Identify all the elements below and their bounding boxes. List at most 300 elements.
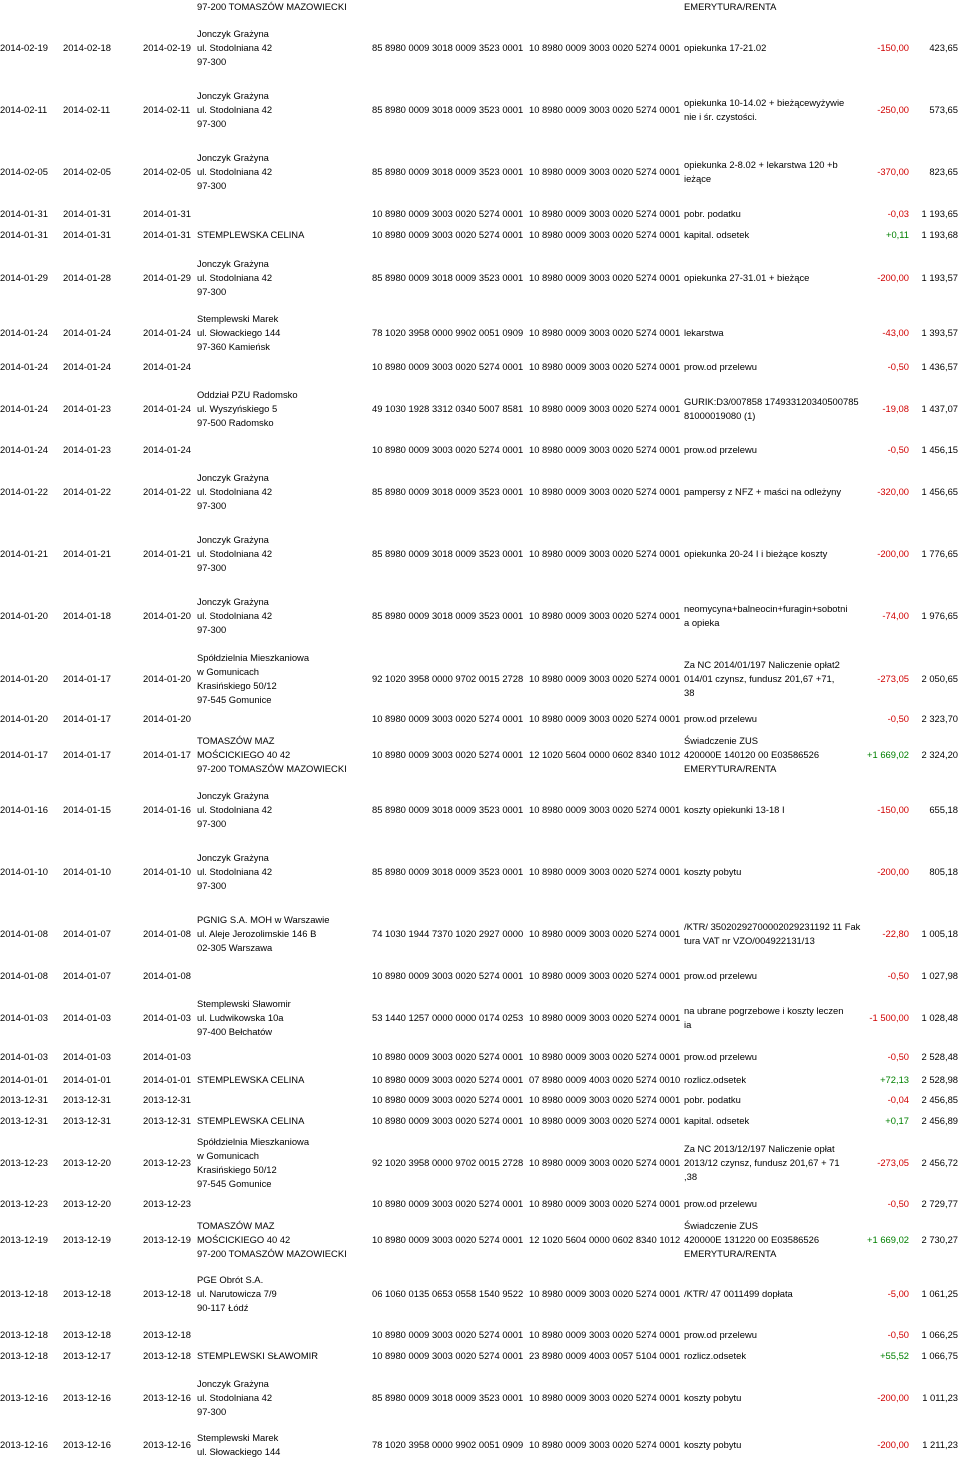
value-date: 2014-01-24: [143, 327, 191, 338]
balance: 1 193,57: [921, 272, 958, 283]
recipient-account: 23 8980 0009 4003 0057 5104 0001: [529, 1350, 681, 1361]
party-line: Stemplewski Marek: [197, 1432, 279, 1444]
description-line: tura VAT nr VZO/004922131/13: [684, 934, 815, 946]
operation-date: 2014-01-21: [0, 548, 48, 559]
amount: -0,50: [887, 970, 909, 981]
value-date: 2013-12-18: [143, 1329, 191, 1340]
party-line: Jonczyk Grażyna: [197, 1378, 269, 1390]
party-line: ul. Stodolniana 42: [197, 486, 273, 497]
value-date: 2014-01-24: [143, 403, 191, 414]
description-line: prow.od przelewu: [684, 444, 757, 455]
balance: 1 005,18: [921, 928, 958, 939]
sender-account: 74 1030 1944 7370 1020 2927 0000: [372, 928, 524, 939]
amount: -200,00: [877, 548, 909, 559]
description-line: prow.od przelewu: [684, 970, 757, 981]
operation-date: 2014-01-22: [0, 486, 48, 497]
value-date: 2013-12-18: [143, 1288, 191, 1299]
party-line: 97-200 TOMASZÓW MAZOWIECKI: [197, 1247, 347, 1259]
operation-date: 2014-01-01: [0, 1074, 48, 1085]
sender-account: 85 8980 0009 3018 0009 3523 0001: [372, 1392, 524, 1403]
recipient-account: 10 8980 0009 3003 0020 5274 0001: [529, 673, 681, 684]
balance: 1 393,57: [921, 327, 958, 338]
operation-date: 2013-12-31: [0, 1115, 48, 1126]
order-date: 2014-01-21: [63, 548, 111, 559]
amount: -250,00: [877, 104, 909, 115]
party-line: 97-360 Kamieńsk: [197, 340, 270, 352]
description-line: a opieka: [684, 616, 720, 628]
operation-date: 2014-01-24: [0, 327, 48, 338]
balance: 1 776,65: [921, 548, 958, 559]
party-line: ul. Stodolniana 42: [197, 804, 273, 815]
order-date: 2014-01-03: [63, 1051, 111, 1062]
description-line: kapital. odsetek: [684, 229, 750, 240]
operation-date: 2013-12-23: [0, 1198, 48, 1209]
party-line: w Gomunicach: [197, 1150, 260, 1162]
description-line: EMERYTURA/RENTA: [684, 1247, 777, 1259]
party-line: STEMPLEWSKI SŁAWOMIR: [197, 1350, 319, 1361]
description-line: prow.od przelewu: [684, 1051, 757, 1062]
party-line: ul. Stodolniana 42: [197, 272, 273, 283]
party-line: Jonczyk Grażyna: [197, 258, 269, 270]
sender-account: 85 8980 0009 3018 0009 3523 0001: [372, 486, 524, 497]
party-line: 97-300: [197, 817, 227, 829]
recipient-account: 12 1020 5604 0000 0602 8340 1012: [529, 1234, 681, 1245]
description-line: koszty pobytu: [684, 1439, 742, 1450]
operation-date: 2014-02-11: [0, 104, 48, 115]
value-date: 2014-01-31: [143, 208, 191, 219]
description-line: GURIK:D3/007858 174933120340500785: [684, 396, 859, 408]
description-line: 420000E 131220 00 E03586526: [684, 1234, 820, 1245]
sender-account: 10 8980 0009 3003 0020 5274 0001: [372, 361, 524, 372]
amount: -150,00: [877, 804, 909, 815]
order-date: 2014-01-15: [63, 804, 111, 815]
sender-account: 85 8980 0009 3018 0009 3523 0001: [372, 104, 524, 115]
party-line: Jonczyk Grażyna: [197, 790, 269, 802]
operation-date: 2013-12-18: [0, 1350, 48, 1361]
recipient-account: 10 8980 0009 3003 0020 5274 0001: [529, 42, 681, 53]
description-line: 81000019080 (1): [684, 409, 756, 421]
order-date: 2014-01-03: [63, 1012, 111, 1023]
recipient-account: 10 8980 0009 3003 0020 5274 0001: [529, 1115, 681, 1126]
recipient-account: 10 8980 0009 3003 0020 5274 0001: [529, 1288, 681, 1299]
party-line: STEMPLEWSKA CELINA: [197, 229, 305, 240]
recipient-account: 12 1020 5604 0000 0602 8340 1012: [529, 749, 681, 760]
description-line: na ubrane pogrzebowe i koszty leczen: [684, 1005, 844, 1017]
recipient-account: 10 8980 0009 3003 0020 5274 0001: [529, 104, 681, 115]
description-line: prow.od przelewu: [684, 713, 757, 724]
sender-account: 85 8980 0009 3018 0009 3523 0001: [372, 804, 524, 815]
amount: -74,00: [882, 610, 909, 621]
value-date: 2014-01-08: [143, 928, 191, 939]
party-line: Jonczyk Grażyna: [197, 28, 269, 40]
value-date: 2013-12-31: [143, 1094, 191, 1105]
description-line: ,38: [684, 1170, 698, 1182]
description-line: opiekunka 20-24 I i bieżące koszty: [684, 548, 828, 559]
party-line: Jonczyk Grażyna: [197, 534, 269, 546]
description-line: Za NC 2013/12/197 Naliczenie opłat: [684, 1143, 835, 1155]
balance: 2 730,27: [921, 1234, 958, 1245]
sender-account: 10 8980 0009 3003 0020 5274 0001: [372, 1074, 524, 1085]
amount: -273,05: [877, 1157, 909, 1168]
order-date: 2014-01-10: [63, 866, 111, 877]
balance: 1 436,57: [921, 361, 958, 372]
balance: 1 976,65: [921, 610, 958, 621]
sender-account: 85 8980 0009 3018 0009 3523 0001: [372, 166, 524, 177]
party-line: ul. Wyszyńskiego 5: [197, 403, 278, 414]
balance: 2 729,77: [921, 1198, 958, 1209]
description-line: rozlicz.odsetek: [684, 1074, 747, 1085]
description-line: opiekunka 10-14.02 + bieżącewyżywie: [684, 97, 845, 109]
amount: +55,52: [880, 1350, 909, 1361]
value-date: 2013-12-16: [143, 1439, 191, 1450]
sender-account: 10 8980 0009 3003 0020 5274 0001: [372, 749, 524, 760]
recipient-account: 10 8980 0009 3003 0020 5274 0001: [529, 1392, 681, 1403]
operation-date: 2014-01-20: [0, 673, 48, 684]
sender-account: 10 8980 0009 3003 0020 5274 0001: [372, 229, 524, 240]
value-date: 2014-01-10: [143, 866, 191, 877]
party-line: 97-545 Gomunice: [197, 1177, 272, 1189]
party-line: 97-400 Bełchatów: [197, 1025, 273, 1037]
operation-date: 2014-02-19: [0, 42, 48, 53]
amount: -0,50: [887, 713, 909, 724]
description-line: /KTR/ 35020292700002029231192 11 Fak: [684, 921, 861, 933]
amount: -0,50: [887, 444, 909, 455]
balance: 2 323,70: [921, 713, 958, 724]
order-date: 2014-01-01: [63, 1074, 111, 1085]
balance: 1 011,23: [922, 1392, 958, 1403]
operation-date: 2014-01-03: [0, 1051, 48, 1062]
value-date: 2014-02-19: [143, 42, 191, 53]
description-line: Świadczenie ZUS: [684, 735, 758, 747]
recipient-account: 10 8980 0009 3003 0020 5274 0001: [529, 1198, 681, 1209]
value-date: 2014-01-20: [143, 673, 191, 684]
recipient-account: 10 8980 0009 3003 0020 5274 0001: [529, 486, 681, 497]
party-line: ul. Stodolniana 42: [197, 42, 273, 53]
balance: 423,65: [929, 42, 958, 53]
value-date: 2014-01-21: [143, 548, 191, 559]
order-date: 2013-12-16: [63, 1439, 111, 1450]
value-date: 2014-01-03: [143, 1051, 191, 1062]
operation-date: 2014-01-24: [0, 444, 48, 455]
balance: 1 027,98: [921, 970, 958, 981]
order-date: 2014-01-31: [63, 208, 111, 219]
amount: -22,80: [882, 928, 909, 939]
description-line: neomycyna+balneocin+furagin+sobotni: [684, 603, 848, 615]
value-date: 2014-01-20: [143, 713, 191, 724]
description-line: pampersy z NFZ + maści na odleżyny: [684, 486, 842, 497]
description-line: ieżące: [684, 172, 712, 184]
value-date: 2014-01-24: [143, 444, 191, 455]
party-line: Jonczyk Grażyna: [197, 90, 269, 102]
amount: -0,04: [887, 1094, 909, 1105]
recipient-account: 10 8980 0009 3003 0020 5274 0001: [529, 1012, 681, 1023]
amount: -43,00: [882, 327, 909, 338]
recipient-account: 10 8980 0009 3003 0020 5274 0001: [529, 1329, 681, 1340]
operation-date: 2013-12-18: [0, 1329, 48, 1340]
value-date: 2013-12-19: [143, 1234, 191, 1245]
party-line: MOŚCICKIEGO 40 42: [197, 1234, 291, 1245]
amount: -5,00: [887, 1288, 909, 1299]
recipient-account: 10 8980 0009 3003 0020 5274 0001: [529, 548, 681, 559]
balance: 2 456,89: [921, 1115, 958, 1126]
balance: 1 211,23: [922, 1439, 958, 1450]
party-line: ul. Narutowicza 7/9: [197, 1288, 277, 1299]
party-line: PGE Obrót S.A.: [197, 1274, 264, 1286]
party-line: ul. Słowackiego 144: [197, 1445, 281, 1457]
order-date: 2014-01-23: [63, 403, 111, 414]
order-date: 2014-02-05: [63, 166, 111, 177]
amount: -0,50: [887, 1198, 909, 1209]
balance: 1 456,65: [921, 486, 958, 497]
recipient-account: 10 8980 0009 3003 0020 5274 0001: [529, 804, 681, 815]
operation-date: 2014-01-20: [0, 610, 48, 621]
sender-account: 92 1020 3958 0000 9702 0015 2728: [372, 1157, 524, 1168]
party-line: Stemplewski Marek: [197, 313, 279, 325]
balance: 2 456,85: [921, 1094, 958, 1105]
operation-date: 2013-12-16: [0, 1392, 48, 1403]
description-line: rozlicz.odsetek: [684, 1350, 747, 1361]
value-date: 2013-12-18: [143, 1350, 191, 1361]
recipient-account: 10 8980 0009 3003 0020 5274 0001: [529, 970, 681, 981]
description-line: prow.od przelewu: [684, 1198, 757, 1209]
party-line: 02-305 Warszawa: [197, 941, 273, 953]
party-line: 97-300: [197, 499, 227, 511]
amount: +1 669,02: [867, 749, 909, 760]
operation-date: 2014-01-31: [0, 208, 48, 219]
operation-date: 2014-01-20: [0, 713, 48, 724]
party-line: ul. Stodolniana 42: [197, 166, 273, 177]
value-date: 2014-02-05: [143, 166, 191, 177]
description-line: Świadczenie ZUS: [684, 1220, 758, 1232]
party-line: ul. Słowackiego 144: [197, 327, 281, 338]
party-line: ul. Stodolniana 42: [197, 104, 273, 115]
value-date: 2014-01-03: [143, 1012, 191, 1023]
description-line: Za NC 2014/01/197 Naliczenie opłat2: [684, 659, 840, 671]
operation-date: 2014-01-16: [0, 804, 48, 815]
sender-account: 10 8980 0009 3003 0020 5274 0001: [372, 444, 524, 455]
description-line: lekarstwa: [684, 327, 724, 338]
balance: 805,18: [929, 866, 958, 877]
balance: 1 193,68: [921, 229, 958, 240]
sender-account: 06 1060 0135 0653 0558 1540 9522: [372, 1288, 524, 1299]
sender-account: 49 1030 1928 3312 0340 5007 8581: [372, 403, 524, 414]
party-line: STEMPLEWSKA CELINA: [197, 1074, 305, 1085]
value-date: 2014-02-11: [143, 104, 191, 115]
party-line: 97-200 TOMASZÓW MAZOWIECKI: [197, 762, 347, 774]
operation-date: 2014-01-03: [0, 1012, 48, 1023]
balance: 655,18: [929, 804, 958, 815]
description-line: ia: [684, 1018, 692, 1030]
recipient-account: 10 8980 0009 3003 0020 5274 0001: [529, 1157, 681, 1168]
description-line: pobr. podatku: [684, 208, 741, 219]
order-date: 2013-12-20: [63, 1198, 111, 1209]
order-date: 2013-12-31: [63, 1115, 111, 1126]
operation-date: 2014-01-08: [0, 928, 48, 939]
recipient-account: 10 8980 0009 3003 0020 5274 0001: [529, 361, 681, 372]
description-line: EMERYTURA/RENTA: [684, 762, 777, 774]
party-line: Spółdzielnia Mieszkaniowa: [197, 1136, 310, 1148]
order-date: 2013-12-31: [63, 1094, 111, 1105]
party-line: STEMPLEWSKA CELINA: [197, 1115, 305, 1126]
party-line: ul. Stodolniana 42: [197, 610, 273, 621]
value-date: 2014-01-17: [143, 749, 191, 760]
recipient-account: 10 8980 0009 3003 0020 5274 0001: [529, 610, 681, 621]
order-date: 2014-01-07: [63, 970, 111, 981]
recipient-account: 10 8980 0009 3003 0020 5274 0001: [529, 928, 681, 939]
party-line: Stemplewski Sławomir: [197, 998, 291, 1010]
sender-account: 85 8980 0009 3018 0009 3523 0001: [372, 548, 524, 559]
party-line: 97-300: [197, 1405, 227, 1417]
amount: -200,00: [877, 1439, 909, 1450]
operation-date: 2014-01-31: [0, 229, 48, 240]
order-date: 2013-12-20: [63, 1157, 111, 1168]
value-date: 2014-01-22: [143, 486, 191, 497]
party-line: ul. Ludwikowska 10a: [197, 1012, 284, 1023]
balance: 823,65: [929, 166, 958, 177]
recipient-account: 10 8980 0009 3003 0020 5274 0001: [529, 327, 681, 338]
party-line: ul. Stodolniana 42: [197, 1392, 273, 1403]
operation-date: 2014-01-24: [0, 403, 48, 414]
order-date: 2014-02-11: [63, 104, 111, 115]
order-date: 2014-01-23: [63, 444, 111, 455]
party-line: 97-300: [197, 623, 227, 635]
description-line: koszty opiekunki 13-18 I: [684, 804, 785, 815]
party-line: Oddział PZU Radomsko: [197, 389, 298, 401]
sender-account: 10 8980 0009 3003 0020 5274 0001: [372, 1350, 524, 1361]
amount: -273,05: [877, 673, 909, 684]
sender-account: 78 1020 3958 0000 9902 0051 0909: [372, 1439, 524, 1450]
sender-account: 78 1020 3958 0000 9902 0051 0909: [372, 327, 524, 338]
order-date: 2013-12-19: [63, 1234, 111, 1245]
sender-account: 85 8980 0009 3018 0009 3523 0001: [372, 42, 524, 53]
operation-date: 2013-12-23: [0, 1157, 48, 1168]
amount: -0,50: [887, 1051, 909, 1062]
value-date: 2013-12-31: [143, 1115, 191, 1126]
party-line: 97-300: [197, 117, 227, 129]
order-date: 2013-12-17: [63, 1350, 111, 1361]
description-line: nie i śr. czystości.: [684, 110, 757, 122]
value-date: 2014-01-01: [143, 1074, 191, 1085]
party-line: Jonczyk Grażyna: [197, 852, 269, 864]
party-line: 97-300: [197, 55, 227, 67]
party-line: Jonczyk Grażyna: [197, 152, 269, 164]
recipient-account: 10 8980 0009 3003 0020 5274 0001: [529, 1051, 681, 1062]
description-line: opiekunka 27-31.01 + bieżące: [684, 272, 810, 283]
party-line: 97-545 Gomunice: [197, 693, 272, 705]
sender-account: 10 8980 0009 3003 0020 5274 0001: [372, 1094, 524, 1105]
description-line: 420000E 140120 00 E03586526: [684, 749, 820, 760]
amount: -0,50: [887, 361, 909, 372]
order-date: 2014-01-28: [63, 272, 111, 283]
order-date: 2013-12-18: [63, 1288, 111, 1299]
balance: 1 456,15: [921, 444, 958, 455]
recipient-account: 07 8980 0009 4003 0020 5274 0010: [529, 1074, 681, 1085]
order-date: 2014-01-18: [63, 610, 111, 621]
sender-account: 85 8980 0009 3018 0009 3523 0001: [372, 610, 524, 621]
amount: +0,11: [885, 229, 909, 240]
party-line: Jonczyk Grażyna: [197, 472, 269, 484]
value-date: 2013-12-16: [143, 1392, 191, 1403]
operation-date: 2013-12-16: [0, 1439, 48, 1450]
party-line: TOMASZÓW MAZ: [197, 1220, 275, 1232]
order-date: 2014-01-17: [63, 749, 111, 760]
order-date: 2014-01-17: [63, 713, 111, 724]
description-line: 38: [684, 686, 695, 698]
sender-account: 10 8980 0009 3003 0020 5274 0001: [372, 1234, 524, 1245]
operation-date: 2014-02-05: [0, 166, 48, 177]
balance: 2 456,72: [921, 1157, 958, 1168]
order-date: 2013-12-16: [63, 1392, 111, 1403]
party-line: PGNIG S.A. MOH w Warszawie: [197, 914, 330, 926]
recipient-account: 10 8980 0009 3003 0020 5274 0001: [529, 866, 681, 877]
sender-account: 10 8980 0009 3003 0020 5274 0001: [372, 1329, 524, 1340]
order-date: 2014-01-07: [63, 928, 111, 939]
sender-account: 10 8980 0009 3003 0020 5274 0001: [372, 713, 524, 724]
balance: 2 324,20: [921, 749, 958, 760]
description-line: /KTR/ 47 0011499 dopłata: [684, 1288, 793, 1299]
party-line: MOŚCICKIEGO 40 42: [197, 749, 291, 760]
balance: 1 437,07: [921, 403, 958, 414]
order-date: 2014-01-22: [63, 486, 111, 497]
amount: -320,00: [877, 486, 909, 497]
description-line: kapital. odsetek: [684, 1115, 750, 1126]
party-line: w Gomunicach: [197, 666, 260, 678]
recipient-account: 10 8980 0009 3003 0020 5274 0001: [529, 208, 681, 219]
value-date: 2014-01-20: [143, 610, 191, 621]
party-line: 97-300: [197, 561, 227, 573]
amount: -200,00: [877, 272, 909, 283]
value-date: 2013-12-23: [143, 1198, 191, 1209]
sender-account: 10 8980 0009 3003 0020 5274 0001: [372, 1051, 524, 1062]
operation-date: 2014-01-29: [0, 272, 48, 283]
party-line: Krasińskiego 50/12: [197, 1163, 277, 1175]
description-line: koszty pobytu: [684, 1392, 742, 1403]
sender-account: 85 8980 0009 3018 0009 3523 0001: [372, 866, 524, 877]
amount: +72,13: [880, 1074, 909, 1085]
sender-account: 53 1440 1257 0000 0000 0174 0253: [372, 1012, 524, 1023]
amount: -150,00: [877, 42, 909, 53]
balance: 1 066,25: [921, 1329, 958, 1340]
recipient-account: 10 8980 0009 3003 0020 5274 0001: [529, 444, 681, 455]
balance: 1 193,65: [921, 208, 958, 219]
amount: -370,00: [877, 166, 909, 177]
operation-date: 2014-01-10: [0, 866, 48, 877]
party-line: ul. Stodolniana 42: [197, 866, 273, 877]
party-line: Spółdzielnia Mieszkaniowa: [197, 652, 310, 664]
balance: 2 050,65: [921, 673, 958, 684]
order-date: 2014-02-18: [63, 42, 111, 53]
operation-date: 2013-12-31: [0, 1094, 48, 1105]
recipient-account: 10 8980 0009 3003 0020 5274 0001: [529, 713, 681, 724]
order-date: 2014-01-17: [63, 673, 111, 684]
order-date: 2014-01-31: [63, 229, 111, 240]
amount: -19,08: [882, 403, 909, 414]
amount: -1 500,00: [869, 1012, 909, 1023]
description-line: EMERYTURA/RENTA: [684, 1, 777, 12]
sender-account: 92 1020 3958 0000 9702 0015 2728: [372, 673, 524, 684]
description-line: opiekunka 17-21.02: [684, 42, 767, 53]
operation-date: 2014-01-08: [0, 970, 48, 981]
party-line: 97-500 Radomsko: [197, 416, 274, 428]
description-line: koszty pobytu: [684, 866, 742, 877]
balance: 2 528,98: [921, 1074, 958, 1085]
party-line: 90-117 Łódź: [197, 1301, 249, 1313]
value-date: 2014-01-08: [143, 970, 191, 981]
party-line: 97-300: [197, 879, 227, 891]
balance: 1 028,48: [921, 1012, 958, 1023]
description-line: prow.od przelewu: [684, 361, 757, 372]
value-date: 2013-12-23: [143, 1157, 191, 1168]
